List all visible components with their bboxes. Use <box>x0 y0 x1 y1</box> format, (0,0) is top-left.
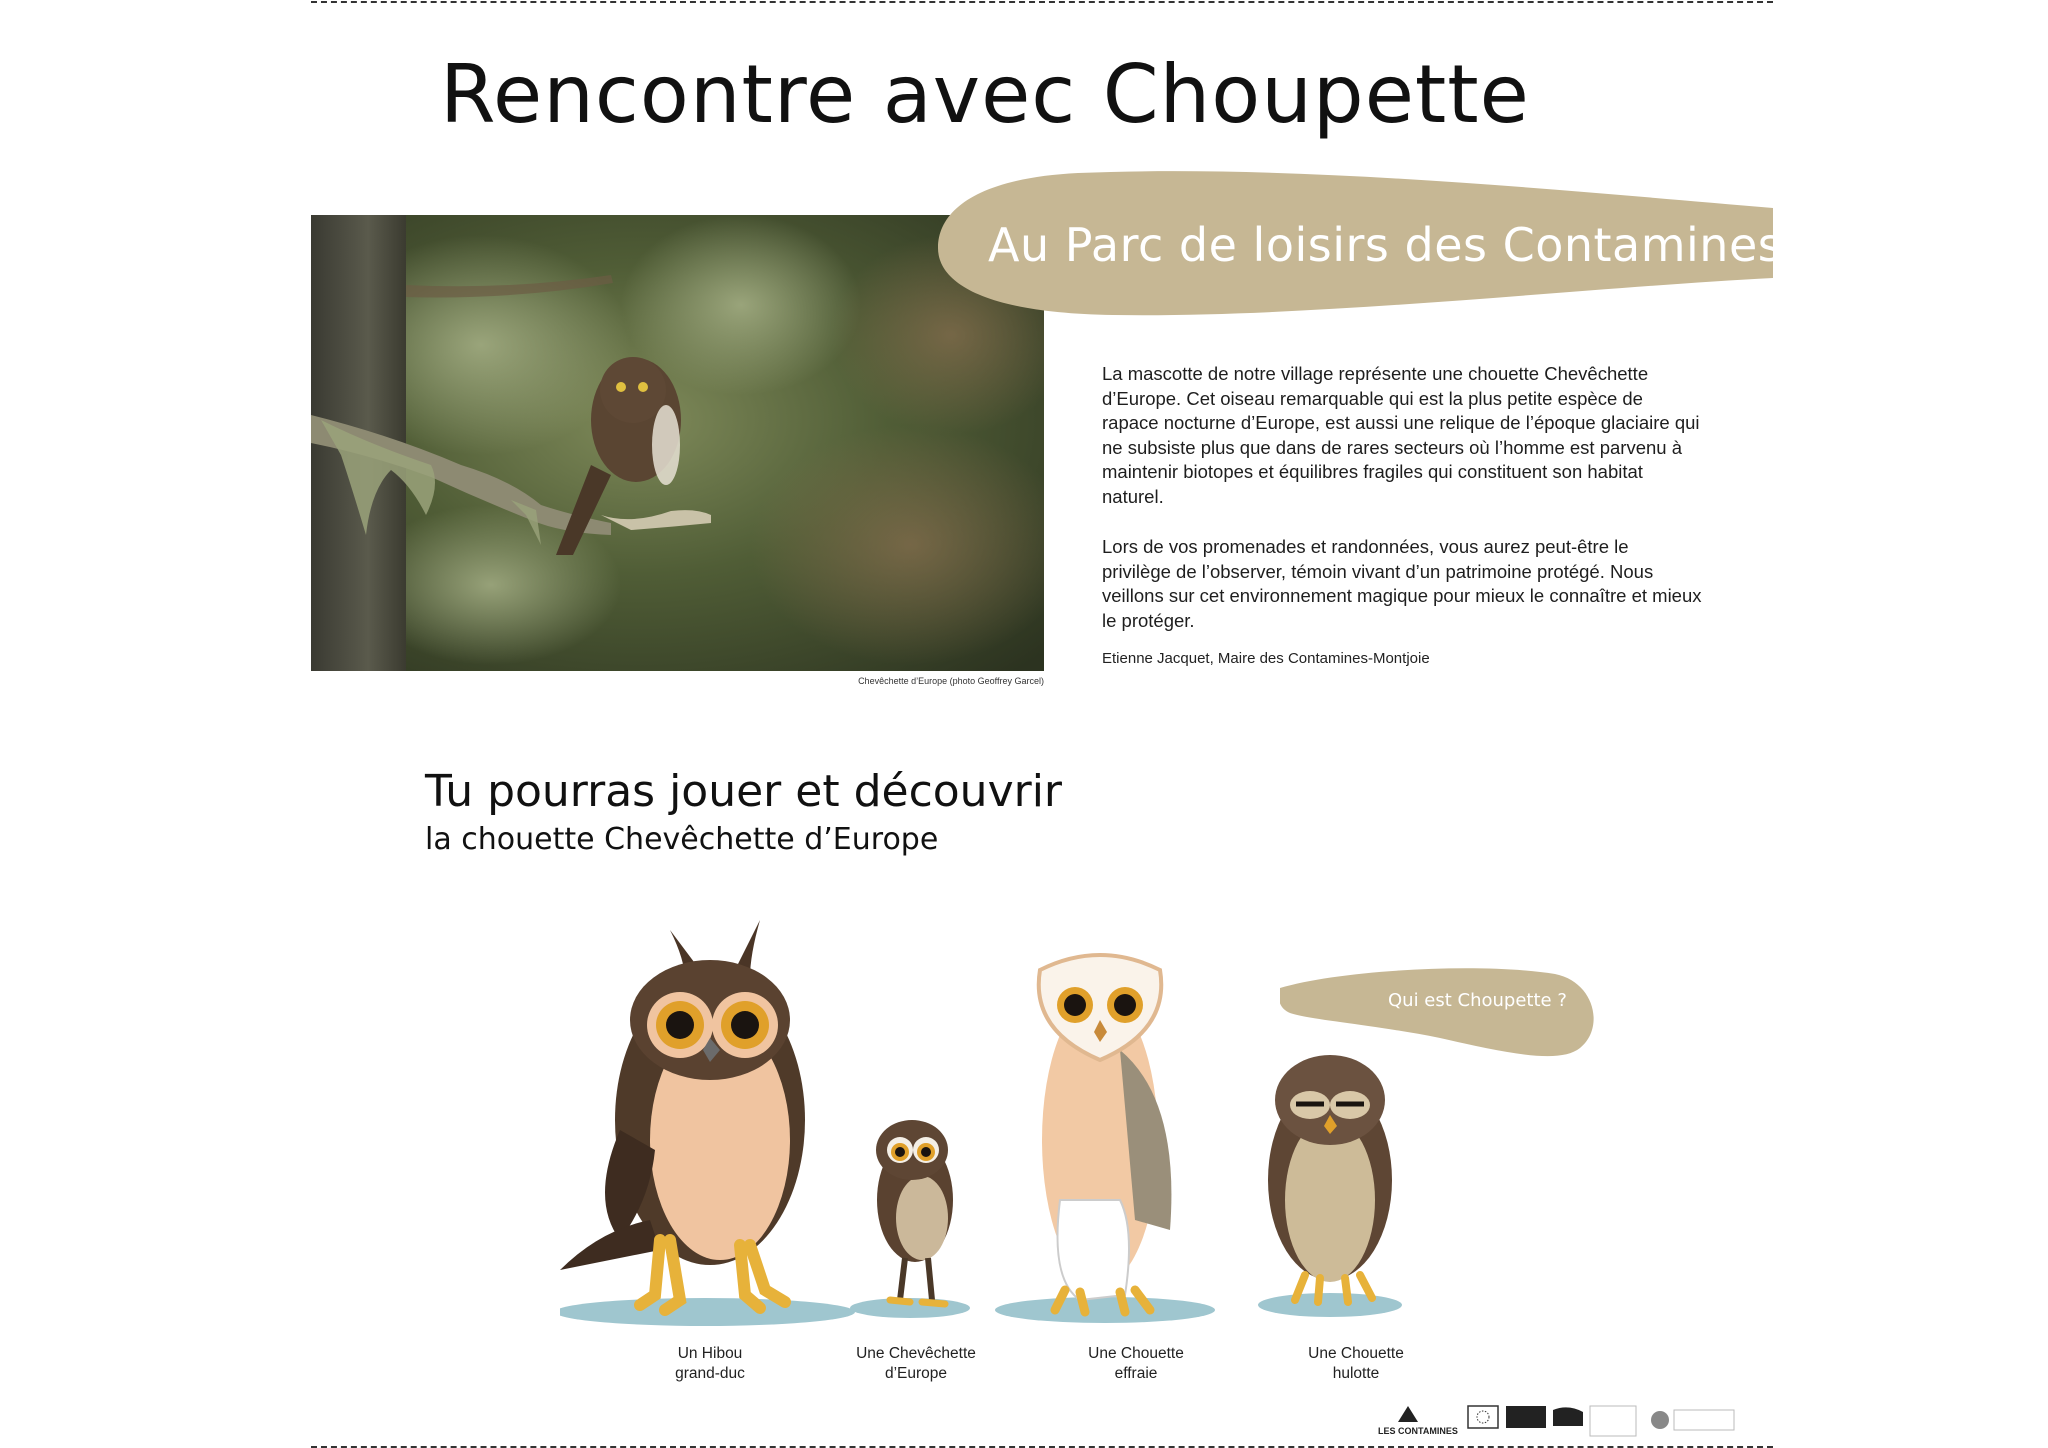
eagle-owl-icon <box>560 920 805 1310</box>
conservatoire-logo-icon <box>1651 1411 1669 1429</box>
banner-text: Au Parc de loisirs des Contamines <box>988 218 1783 272</box>
mountain-logo-icon <box>1398 1406 1418 1422</box>
photo-caption: Chevêchette d’Europe (photo Geoffrey Garcel) <box>858 676 1044 686</box>
pygmy-owl-icon <box>876 1120 953 1304</box>
ground-shadow <box>1258 1293 1402 1317</box>
section-subtitle: la chouette Chevêchette d’Europe <box>425 822 939 857</box>
owl-on-branch-photo <box>311 215 1044 671</box>
region-logo-icon <box>1506 1406 1546 1428</box>
alpes-logo-icon <box>1553 1407 1583 1426</box>
ground-shadow <box>995 1297 1215 1323</box>
owls-illustration <box>560 900 1460 1350</box>
owl-label-barn-owl: Une Chouette effraie <box>1088 1345 1184 1382</box>
intro-paragraph-2: Lors de vos promenades et randonnées, vous aurez peut-être le privilège de l’observer, témoin vivant d’un patrimoine protégé. Nous veillons sur cet environnement magique pour mieux le connaître et mieux le protéger. <box>1102 536 1702 631</box>
eu-flag-icon <box>1468 1406 1498 1428</box>
section-title: Tu pourras jouer et découvrir <box>425 766 1063 817</box>
owl-label-tawny-owl: Une Chouette hulotte <box>1308 1345 1404 1382</box>
top-dashed-border <box>311 1 1773 3</box>
owl-label-pygmy-owl: Une Chevêchette d’Europe <box>856 1345 976 1382</box>
owl-label-eagle-owl: Un Hibou grand-duc <box>675 1345 745 1382</box>
page-title: Rencontre avec Choupette <box>440 48 1530 141</box>
tawny-owl-icon <box>1268 1055 1392 1302</box>
barn-owl-icon <box>1039 955 1172 1312</box>
partner-logos <box>1378 1402 1748 1442</box>
logos-strip <box>1378 1402 1748 1442</box>
funding-text-block <box>1590 1406 1636 1436</box>
ground-shadow <box>560 1298 855 1326</box>
photo-illustration <box>311 215 1044 671</box>
contamines-logo-text: LES CONTAMINES <box>1378 1426 1458 1436</box>
intro-paragraph-1: La mascotte de notre village représente une chouette Chevêchette d’Europe. Cet oiseau remarquable qui est la plus petite espèce de rapace nocturne d’Europe, est aussi une relique de l’époque glaciaire qui ne subsiste plus que dans de rares secteurs où l’homme est parvenu à maintenir biotopes et équilibres fragiles qui constituent son habitat naturel. <box>1102 363 1700 507</box>
intro-signature: Etienne Jacquet, Maire des Contamines-Montjoie <box>1102 650 1430 667</box>
speech-bubble-text: Qui est Choupette ? <box>1388 990 1567 1011</box>
